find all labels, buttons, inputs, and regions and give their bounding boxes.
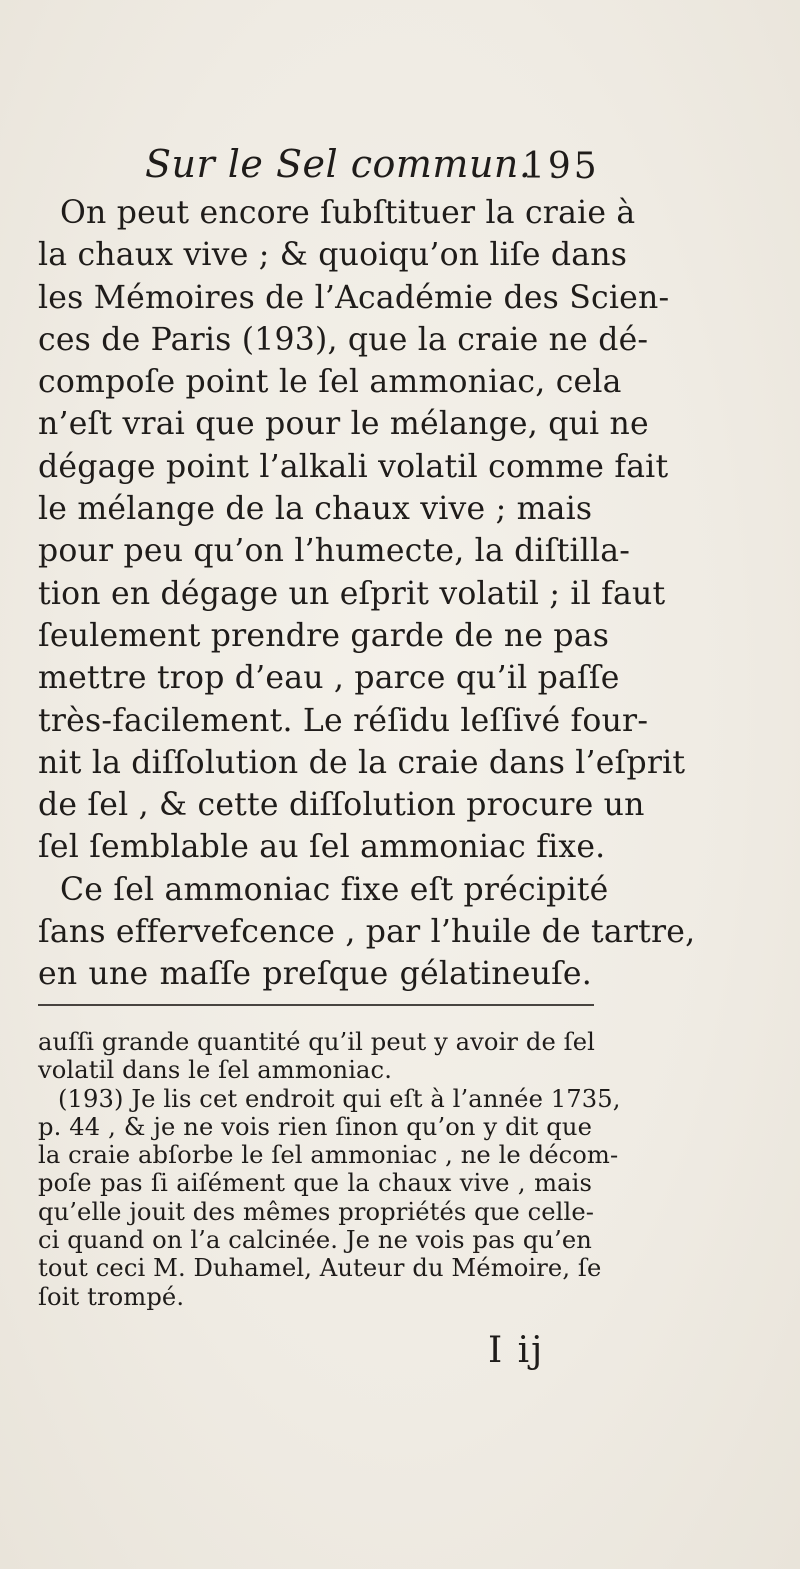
text-line: compoſe point le ſel ammoniac, cela — [38, 364, 622, 401]
signature-mark: I ij — [488, 1330, 545, 1371]
text-line: mettre trop d’eau , parce qu’il paſſe — [38, 660, 620, 697]
text-line: tion en dégage un eſprit volatil ; il faut — [38, 575, 666, 612]
text-line: ſeulement prendre garde de ne pas — [38, 617, 610, 654]
text-line: ſans effervefcence , par l’huile de tartre, — [38, 914, 696, 951]
footnote-line: qu’elle jouit des mêmes propriétés que celle- — [38, 1197, 595, 1226]
text-line: les Mémoires de l’Académie des Scien- — [38, 279, 670, 316]
text-line: On peut encore ſubſtituer la craie à — [60, 195, 636, 231]
text-line: pour peu qu’on l’humecte, la diſtilla- — [38, 533, 631, 570]
text-line: Ce ſel ammoniac fixe eſt précipité — [60, 871, 609, 908]
footnote-line: auſſi grande quantité qu’il peut y avoir de ſel — [38, 1028, 595, 1056]
text-line: en une maſſe preſque gélatineuſe. — [38, 956, 592, 993]
text-line: dégage point l’alkali volatil comme fait — [38, 448, 669, 485]
text-line: très-facilement. Le réſidu leſſivé four- — [38, 702, 649, 739]
text-line: la chaux vive ; & quoiqu’on liſe dans — [38, 237, 628, 274]
text-line: nit la diſſolution de la craie dans l’eſprit — [38, 744, 686, 781]
footnote-line: p. 44 , & je ne vois rien ſinon qu’on y dit que — [38, 1112, 592, 1141]
footnote-line: volatil dans le ſel ammoniac. — [38, 1056, 392, 1085]
text-line: le mélange de la chaux vive ; mais — [38, 491, 593, 528]
footnote-divider — [38, 1004, 594, 1006]
running-header — [30, 142, 600, 192]
footnote-line: ſoit trompé. — [38, 1282, 185, 1311]
footnote-line: ci quand on l’a calcinée. Je ne vois pas qu’en — [38, 1226, 592, 1255]
text-line: ces de Paris (193), que la craie ne dé- — [38, 321, 649, 358]
page-number: 195 — [522, 146, 600, 187]
text-line: de ſel , & cette diſſolution procure un — [38, 787, 645, 824]
main-text — [38, 192, 696, 996]
footnote-line: la craie abſorbe le ſel ammoniac , ne le décom- — [38, 1141, 619, 1170]
footnotes — [38, 1028, 621, 1311]
running-title: Sur le Sel commun. — [145, 142, 532, 186]
footnote-line: (193) Je lis cet endroit qui eſt à l’année 1735, — [58, 1084, 621, 1113]
footnote-line: poſe pas ſi aiſément que la chaux vive , mais — [38, 1169, 592, 1198]
text-line: ſel ſemblable au ſel ammoniac fixe. — [38, 829, 606, 866]
text-line: n’eſt vrai que pour le mélange, qui ne — [38, 406, 649, 443]
footnote-line: tout ceci M. Duhamel, Auteur du Mémoire, ſe — [38, 1254, 602, 1283]
